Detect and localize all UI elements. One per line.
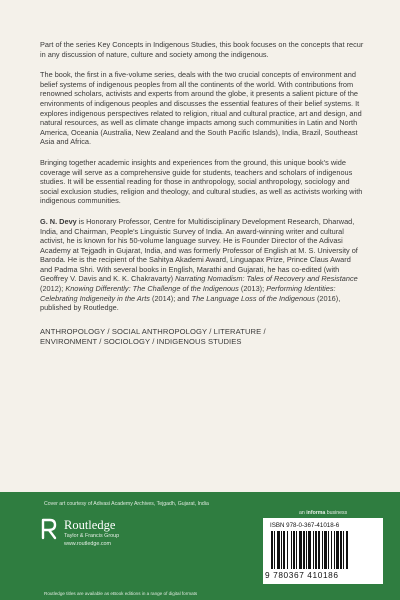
barcode-bar — [271, 531, 273, 569]
barcode-bar — [315, 531, 317, 569]
barcode-bar — [313, 531, 314, 569]
barcode-bar — [308, 531, 311, 569]
barcode-bar — [293, 531, 295, 569]
barcode-bar — [281, 531, 282, 569]
barcode-bar — [328, 531, 329, 569]
cover-text — [40, 40, 365, 347]
barcode-number: 9 780367 410186 — [265, 570, 339, 580]
publisher-url: www.routledge.com — [64, 541, 112, 547]
barcode-bar — [334, 531, 335, 569]
barcode-bar — [336, 531, 339, 569]
bio-text: is Honorary Professor, Centre for Multidisciplinary Development Research, Dharwad, India, and Chairman, People's Linguistic Survey of India. An award-winning writer and cultural activist, he is known for his 50-volume language survey. He is Founder Director of the Adivasi Academy at Tejgadh in Gujarat, India, and was formerly Professor of English at M. S. University of Baroda. He is the recipient of the Sahitya Akademi Award, Linguapax Prize, Prince Claus Award and Padma Shri. With several books in English, Marathi and Gujarati, he has co-edited (with Geoffrey V. Davis and K. K. Chakravarty) — [40, 216, 358, 284]
description-main: The book, the first in a five-volume series, deals with the two crucial concepts of environment and belief systems of indigenous peoples from all the continents of the world. With contributions from renowned scholars, activists and experts from around the globe, it presents a salient picture of the environments of indigenous peoples and discusses the essential features of their belief systems. It explores indigenous perspectives related to religion, ritual and cultural practice, art and design, and natural resources, as well as climate change impacts among such communities in Latin and North America, Oceania (Australia, New Zealand and the South Pacific Islands), India, Brazil, Southeast Asia and Africa. — [40, 70, 362, 147]
subject-categories — [40, 327, 365, 347]
barcode-bar — [296, 531, 297, 569]
barcode-bar — [324, 531, 327, 569]
barcode-bar — [306, 531, 307, 569]
barcode-bar — [283, 531, 285, 569]
bio-text: (2012); — [40, 284, 66, 294]
barcode-bar — [340, 531, 342, 569]
barcode-bar — [291, 531, 292, 569]
cover-art-credit: Cover art courtesy of Adivasi Academy Archives, Tejgadh, Gujarat, India — [44, 501, 209, 507]
publisher-logo — [40, 516, 180, 556]
barcode-bar — [277, 531, 280, 569]
description-audience: Bringing together academic insights and experiences from the ground, this unique book's wide coverage will serve as a comprehensive guide for students, teachers and scholars of indigenous studies. It will be essential reading for those in anthropology, social anthropology, sociology and social exclusion studies, religion and theology, and cultural studies, as well as activists working with indigenous communities. — [40, 157, 363, 206]
informa-tag: an informa business — [299, 510, 348, 516]
barcode-icon — [269, 531, 377, 569]
ebook-note: Routledge titles are available as eBook editions in a range of digital formats — [44, 591, 198, 596]
informa-name: informa — [306, 510, 326, 516]
author-name: G. N. Devy — [40, 216, 77, 226]
barcode-bar — [346, 531, 348, 569]
book-title: The Language Loss of the Indigenous — [191, 293, 315, 303]
isbn-label: ISBN 978-0-367-41018-6 — [270, 522, 340, 529]
author-bio — [40, 217, 365, 313]
barcode-bar — [331, 531, 332, 569]
bio-text: (2016), published by Routledge. — [40, 293, 341, 313]
publisher-group: Taylor & Francis Group — [64, 533, 120, 539]
routledge-logo-icon — [40, 518, 58, 540]
barcode-bar — [343, 531, 344, 569]
book-title: Performing Identities: Celebrating Indigeneity in the Arts — [40, 284, 336, 303]
subject-line: ENVIRONMENT / SOCIOLOGY / INDIGENOUS STUDIES — [40, 336, 242, 346]
publisher-name: Routledge — [64, 518, 116, 532]
barcode-panel — [263, 518, 383, 584]
subject-line: ANTHROPOLOGY / SOCIAL ANTHROPOLOGY / LITERATURE / — [40, 326, 266, 336]
barcode-bar — [318, 531, 320, 569]
barcode-bar — [303, 531, 305, 569]
book-title: Knowing Differently: The Challenge of the Indigenous — [65, 284, 239, 294]
footer-band — [0, 492, 400, 600]
bio-text: (2014); and — [149, 293, 192, 303]
barcode-bar — [322, 531, 323, 569]
book-title: Narrating Nomadism: Tales of Recovery and Resistance — [175, 274, 358, 284]
description-intro: Part of the series Key Concepts in Indigenous Studies, this book focuses on the concepts that recur in any discussion of nature, culture and society among the indigenous. — [40, 40, 364, 59]
barcode-bar — [299, 531, 302, 569]
bio-text: (2013); — [238, 284, 267, 294]
barcode-bar — [274, 531, 275, 569]
barcode-bar — [287, 531, 288, 569]
